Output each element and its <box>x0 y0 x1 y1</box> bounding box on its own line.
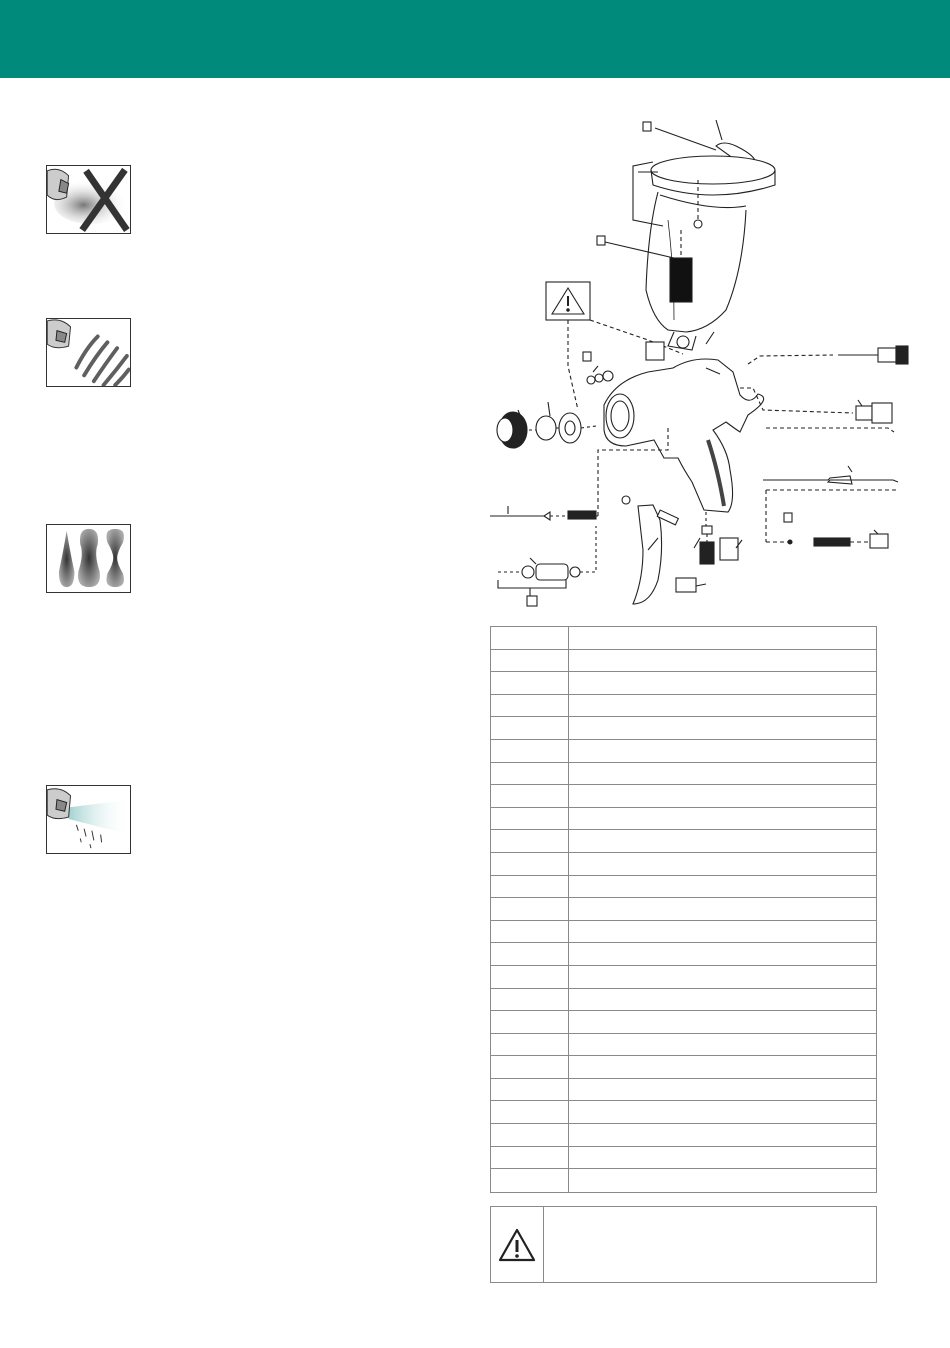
part-description-cell <box>569 1079 876 1101</box>
table-row <box>491 717 876 740</box>
spray-pattern-prohibited-icon <box>47 166 130 233</box>
part-number-cell <box>491 763 569 785</box>
part-number-cell <box>491 853 569 875</box>
part-number-cell <box>491 1034 569 1056</box>
part-number-cell <box>491 650 569 672</box>
part-description-cell <box>569 650 876 672</box>
table-row <box>491 966 876 989</box>
table-row <box>491 672 876 695</box>
part-description-cell <box>569 921 876 943</box>
part-description-cell <box>569 785 876 807</box>
part-number-cell <box>491 672 569 694</box>
spray-pattern-waves-icon <box>47 319 130 386</box>
part-description-cell <box>569 989 876 1011</box>
part-description-cell <box>569 1169 876 1192</box>
thumbnail-prohibited <box>46 165 131 234</box>
part-number-cell <box>491 1124 569 1146</box>
table-row <box>491 740 876 763</box>
table-row <box>491 921 876 944</box>
part-description-cell <box>569 1011 876 1033</box>
part-description-cell <box>569 717 876 739</box>
header-band <box>0 0 950 78</box>
part-description-cell <box>569 627 876 649</box>
part-number-cell <box>491 740 569 762</box>
part-number-cell <box>491 1101 569 1123</box>
parts-table <box>490 626 877 1193</box>
part-number-cell <box>491 1147 569 1169</box>
table-row <box>491 989 876 1012</box>
part-description-cell <box>569 876 876 898</box>
part-number-cell <box>491 830 569 852</box>
part-description-cell <box>569 672 876 694</box>
thumbnail-spatter <box>46 785 131 854</box>
table-row <box>491 1079 876 1102</box>
table-row <box>491 1101 876 1124</box>
part-description-cell <box>569 1101 876 1123</box>
thumbnail-shapes <box>46 524 131 593</box>
spray-gun-exploded-view-icon <box>478 110 918 615</box>
table-row <box>491 785 876 808</box>
table-row <box>491 1011 876 1034</box>
table-row <box>491 627 876 650</box>
part-description-cell <box>569 830 876 852</box>
table-row <box>491 695 876 718</box>
part-number-cell <box>491 943 569 965</box>
part-description-cell <box>569 1124 876 1146</box>
table-row <box>491 1034 876 1057</box>
part-number-cell <box>491 966 569 988</box>
part-number-cell <box>491 876 569 898</box>
spray-pattern-shapes-icon <box>47 525 130 592</box>
part-description-cell <box>569 740 876 762</box>
part-description-cell <box>569 1034 876 1056</box>
part-number-cell <box>491 1079 569 1101</box>
table-row <box>491 650 876 673</box>
table-row <box>491 876 876 899</box>
table-row <box>491 943 876 966</box>
part-description-cell <box>569 808 876 830</box>
part-description-cell <box>569 1147 876 1169</box>
part-description-cell <box>569 695 876 717</box>
part-number-cell <box>491 921 569 943</box>
thumbnail-waves <box>46 318 131 387</box>
part-number-cell <box>491 627 569 649</box>
part-number-cell <box>491 898 569 920</box>
part-number-cell <box>491 785 569 807</box>
part-description-cell <box>569 1056 876 1078</box>
spray-gun-exploded-view <box>478 110 918 615</box>
part-number-cell <box>491 1169 569 1192</box>
part-number-cell <box>491 1011 569 1033</box>
table-row <box>491 1147 876 1170</box>
table-row <box>491 830 876 853</box>
warning-icon-cell <box>491 1207 544 1282</box>
table-row <box>491 1124 876 1147</box>
part-description-cell <box>569 943 876 965</box>
part-number-cell <box>491 808 569 830</box>
part-number-cell <box>491 1056 569 1078</box>
table-row <box>491 763 876 786</box>
part-number-cell <box>491 717 569 739</box>
table-row <box>491 898 876 921</box>
table-row <box>491 853 876 876</box>
table-row <box>491 1056 876 1079</box>
part-description-cell <box>569 853 876 875</box>
warning-text <box>544 1207 876 1282</box>
spray-pattern-spatter-icon <box>47 786 130 853</box>
part-description-cell <box>569 898 876 920</box>
part-number-cell <box>491 695 569 717</box>
warning-box <box>490 1206 877 1283</box>
part-description-cell <box>569 966 876 988</box>
table-row <box>491 808 876 831</box>
warning-triangle-icon <box>498 1228 536 1262</box>
part-number-cell <box>491 989 569 1011</box>
part-description-cell <box>569 763 876 785</box>
table-row <box>491 1169 876 1192</box>
